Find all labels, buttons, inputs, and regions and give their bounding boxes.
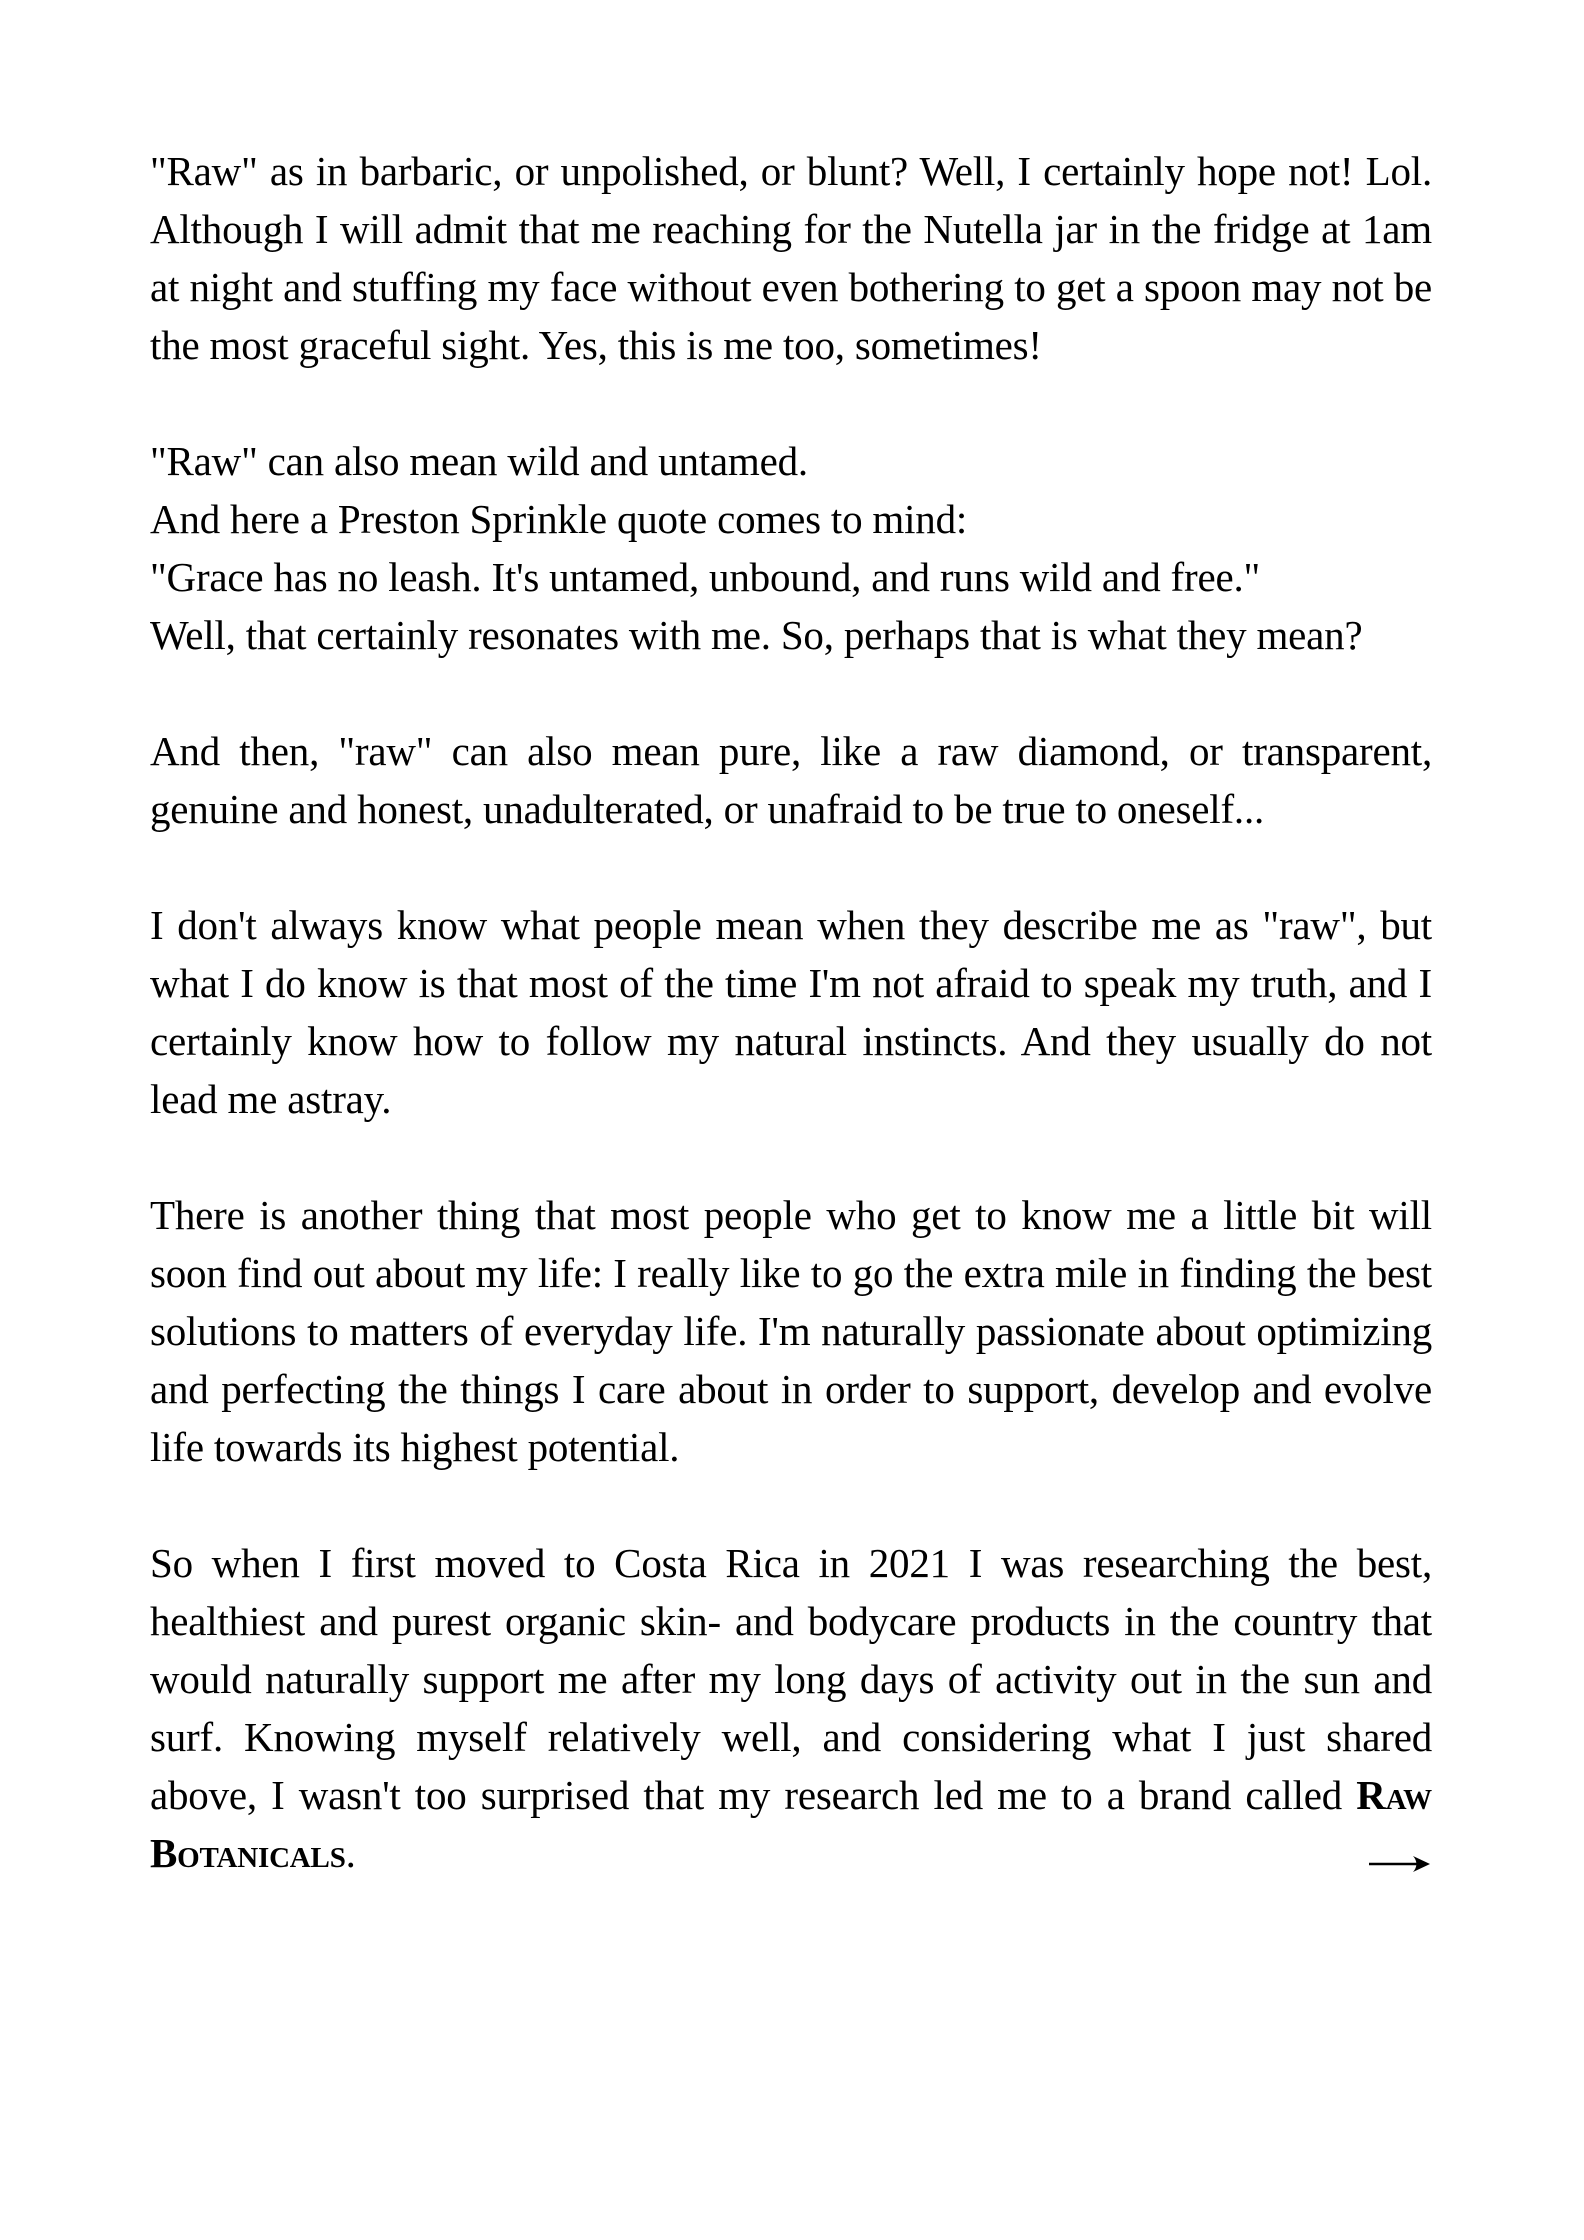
paragraph-raw-wild-quote (150, 432, 1432, 664)
brand-name: Raw Botanicals (150, 1772, 1432, 1876)
paragraph-raw-barbaric: "Raw" as in barbaric, or unpolished, or blunt? Well, I certainly hope not! Lol. Although I will admit that me reaching for the Nutella jar in the fridge at 1am at night and stuffing my face without even bothering to get a spoon may not be the most graceful sight. Yes, this is me too, sometimes! (150, 148, 1432, 368)
closing-text: So when I first moved to Costa Rica in 2021 I was researching the best, healthiest and purest organic skin- and bodycare products in the country that would naturally support me after my long days of activity out in the sun and surf. Knowing myself relatively well, and considering what I just shared above, I wasn't too surprised that my research led me to a brand called (150, 1540, 1432, 1818)
closing-period: . (345, 1830, 356, 1876)
quote-line-3: "Grace has no leash. It's untamed, unbound, and runs wild and free." (150, 554, 1261, 600)
quote-line-1: "Raw" can also mean wild and untamed. (150, 438, 808, 484)
long-right-arrow-icon[interactable] (1368, 1854, 1432, 1874)
paragraph-speak-my-truth: I don't always know what people mean when they describe me as "raw", but what I do know is that most of the time I'm not afraid to speak my truth, and I certainly know how to follow my natural instincts. And they usually do not lead me astray. (150, 902, 1432, 1122)
paragraph-raw-pure: And then, "raw" can also mean pure, like a raw diamond, or transparent, genuine and honest, unadulterated, or unafraid to be true to oneself... (150, 728, 1432, 832)
paragraph-costa-rica (150, 1534, 1432, 1882)
quote-line-4: Well, that certainly resonates with me. So, perhaps that is what they mean? (150, 612, 1363, 658)
paragraph-extra-mile: There is another thing that most people who get to know me a little bit will soon find out about my life: I really like to go the extra mile in finding the best solutions to matters of everyday life. I'm naturally passionate about optimizing and perfecting the things I care about in order to support, develop and evolve life towards its highest potential. (150, 1192, 1432, 1470)
quote-line-2: And here a Preston Sprinkle quote comes to mind: (150, 496, 968, 542)
